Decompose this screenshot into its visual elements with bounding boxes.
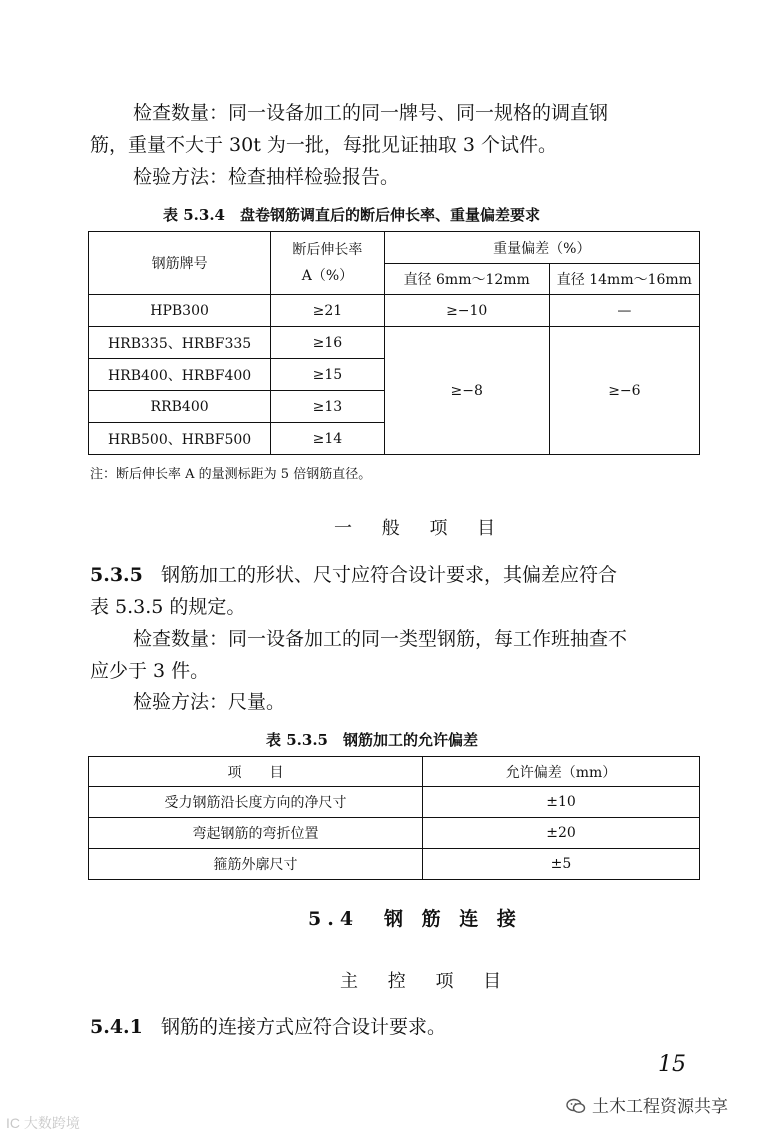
table-534-caption: 表 5.3.4 盘卷钢筋调直后的断后伸长率、重量偏差要求 [163,206,540,224]
table-534-head-grade: 钢筋牌号 [89,232,271,295]
table-534-head-d2: 直径 14mm～16mm [549,264,699,295]
watermark-right [566,1092,728,1117]
table-534-grade: RRB400 [89,391,271,423]
clause-535-check-line2: 应少于 3 件。 [90,660,210,682]
table-row [89,818,700,849]
check-quantity-line2: 筋，重量不大于 30t 为一批，每批见证抽取 3 个试件。 [90,134,558,156]
table-534-merged-w2: ≥−6 [549,327,699,455]
table-534-elong: ≥14 [271,423,384,455]
check-quantity-line1: 检查数量：同一设备加工的同一牌号、同一规格的调直钢 [133,102,609,124]
clause-535-check-line1: 检查数量：同一设备加工的同一类型钢筋，每工作班抽查不 [133,628,628,650]
table-534-merged-w1: ≥−8 [384,327,549,455]
table-534-w2: — [549,295,699,327]
table-534-head-d1: 直径 6mm～12mm [384,264,549,295]
table-535 [88,756,700,880]
table-535-item: 弯起钢筋的弯折位置 [89,818,423,849]
table-534 [88,231,700,455]
clause-535-number: 5.3.5 [90,564,143,586]
table-row [89,295,700,327]
table-534-head-elong [271,232,384,295]
clause-541 [90,1014,446,1040]
wechat-icon [566,1098,586,1114]
table-534-w1: ≥−10 [384,295,549,327]
check-method: 检验方法：检查抽样检验报告。 [133,166,400,188]
table-534-grade: HRB400、HRBF400 [89,359,271,391]
table-535-item: 受力钢筋沿长度方向的净尺寸 [89,787,423,818]
clause-535-line1 [90,562,617,588]
table-534-grade: HRB500、HRBF500 [89,423,271,455]
page-number: 15 [658,1052,686,1077]
table-row [89,849,700,880]
table-535-dev: ±20 [423,818,700,849]
table-535-dev: ±5 [423,849,700,880]
watermark-left: IC 大数跨境 [6,1115,80,1131]
clause-535-line2: 表 5.3.5 的规定。 [90,596,246,618]
table-534-elong: ≥16 [271,327,384,359]
general-items-heading: 一 般 项 目 [334,518,508,539]
table-534-note: 注：断后伸长率 A 的量测标距为 5 倍钢筋直径。 [90,467,372,482]
table-535-head-dev: 允许偏差（mm） [423,757,700,787]
table-row [89,787,700,818]
table-534-elong: ≥21 [271,295,384,327]
section-54-title: 5.4 钢 筋 连 接 [308,908,522,930]
clause-535-text: 钢筋加工的形状、尺寸应符合设计要求，其偏差应符合 [160,564,617,586]
main-control-heading: 主 控 项 目 [340,971,514,992]
table-534-head-elong-2: A（%） [301,268,354,284]
clause-541-number: 5.4.1 [90,1016,143,1038]
table-535-caption: 表 5.3.5 钢筋加工的允许偏差 [266,731,478,749]
watermark-right-text: 土木工程资源共享 [592,1097,728,1116]
clause-541-text: 钢筋的连接方式应符合设计要求。 [160,1016,446,1038]
table-535-head-item: 项 目 [89,757,423,787]
table-534-elong: ≥15 [271,359,384,391]
table-534-head-elong-1: 断后伸长率 [292,242,363,258]
table-534-elong: ≥13 [271,391,384,423]
table-534-grade: HPB300 [89,295,271,327]
table-row [89,327,700,359]
table-535-item: 箍筋外廓尺寸 [89,849,423,880]
table-534-head-weight: 重量偏差（%） [384,232,699,264]
table-535-dev: ±10 [423,787,700,818]
table-534-grade: HRB335、HRBF335 [89,327,271,359]
clause-535-method: 检验方法：尺量。 [133,691,286,713]
